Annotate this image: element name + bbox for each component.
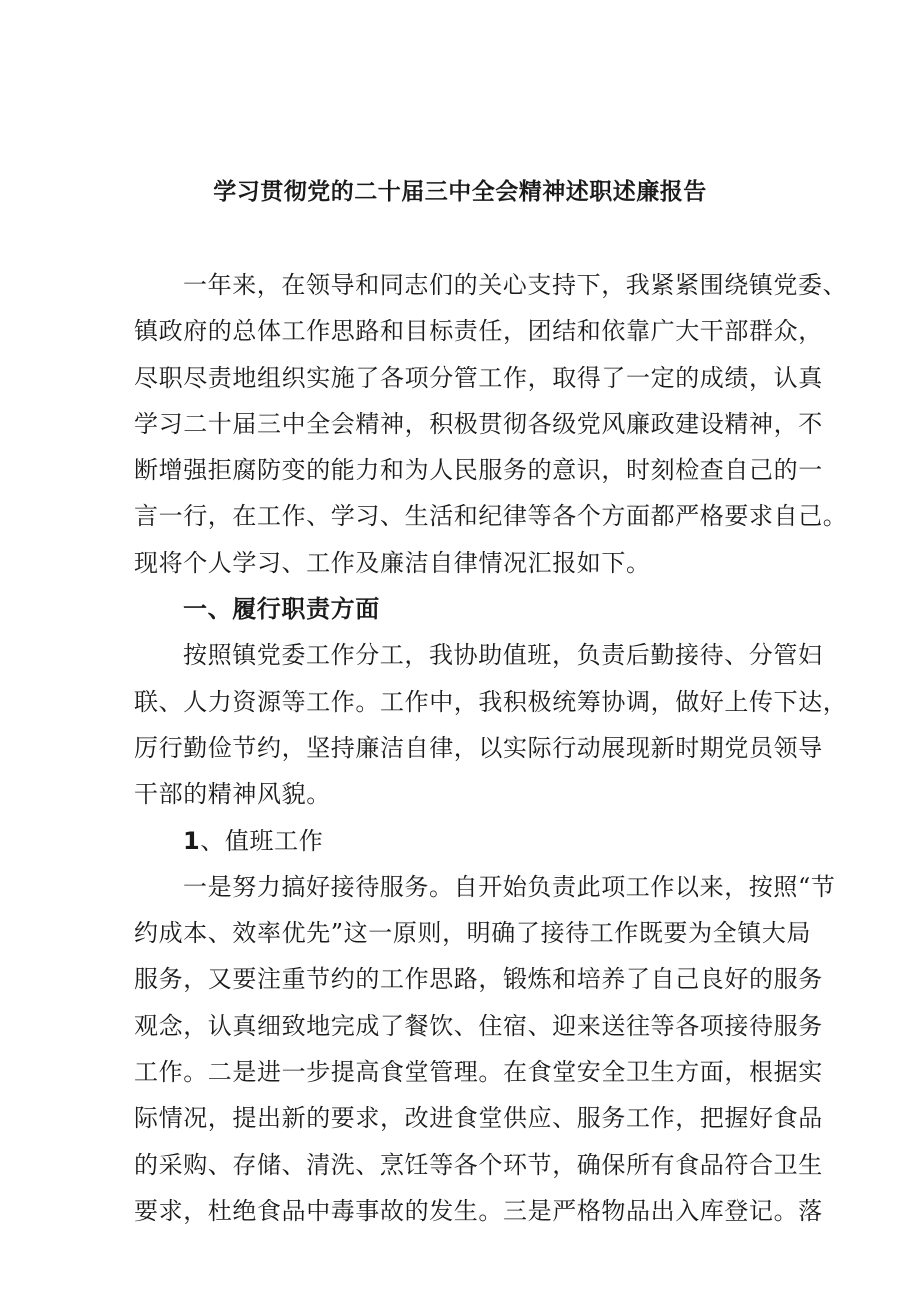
subsection-title: 、值班工作 xyxy=(200,826,324,855)
paragraph-line: 学习二十届三中全会精神，积极贯彻各级党风廉政建设精神，不 xyxy=(134,409,823,438)
paragraph-line: 一年来，在领导和同志们的关心支持下，我紧紧围绕镇党委、 xyxy=(183,271,848,299)
paragraph-line: 的采购、存储、清洗、烹饪等各个环节，确保所有食品符合卫生 xyxy=(134,1150,823,1179)
paragraph-line: 镇政府的总体工作思路和目标责任，团结和依靠广大干部群众， xyxy=(134,317,823,346)
paragraph-line: 观念，认真细致地完成了餐饮、住宿、迎来送往等各项接待服务 xyxy=(134,1011,823,1040)
paragraph-line: 言一行，在工作、学习、生活和纪律等各个方面都严格要求自己。 xyxy=(134,502,848,531)
document-title: 学习贯彻党的二十届三中全会精神述职述廉报告 xyxy=(213,179,707,205)
subsection-heading xyxy=(134,818,796,864)
paragraph-line: 干部的精神风貌。 xyxy=(134,780,331,809)
paragraph-line: 约成本、效率优先”这一原则，明确了接待工作既要为全镇大局 xyxy=(134,919,812,948)
paragraph-line: 联、人力资源等工作。工作中，我积极统筹协调，做好上传下达， xyxy=(134,687,848,716)
subsection-number: 1 xyxy=(183,826,201,855)
paragraph-line: 工作。二是进一步提高食堂管理。在食堂安全卫生方面，根据实 xyxy=(134,1058,823,1087)
paragraph-line: 现将个人学习、工作及廉洁自律情况汇报如下。 xyxy=(134,548,651,577)
paragraph-line: 尽职尽责地组织实施了各项分管工作，取得了一定的成绩，认真 xyxy=(134,363,823,392)
paragraph-line: 断增强拒腐防变的能力和为人民服务的意识，时刻检查自己的一 xyxy=(134,456,823,485)
paragraph-line: 厉行勤俭节约，坚持廉洁自律，以实际行动展现新时期党员领导 xyxy=(134,733,823,762)
document-body xyxy=(134,262,848,1234)
paragraph-line: 要求，杜绝食品中毒事故的发生。三是严格物品出入库登记。落 xyxy=(134,1196,823,1225)
section-heading: 一、履行职责方面 xyxy=(183,595,380,624)
paragraph-line: 按照镇党委工作分工，我协助值班，负责后勤接待、分管妇 xyxy=(183,641,823,670)
paragraph-line: 一是努力搞好接待服务。自开始负责此项工作以来，按照“节 xyxy=(183,872,836,901)
paragraph-line: 服务，又要注重节约的工作思路，锻炼和培养了自己良好的服务 xyxy=(134,965,823,994)
paragraph-line: 际情况，提出新的要求，改进食堂供应、服务工作，把握好食品 xyxy=(134,1104,823,1133)
